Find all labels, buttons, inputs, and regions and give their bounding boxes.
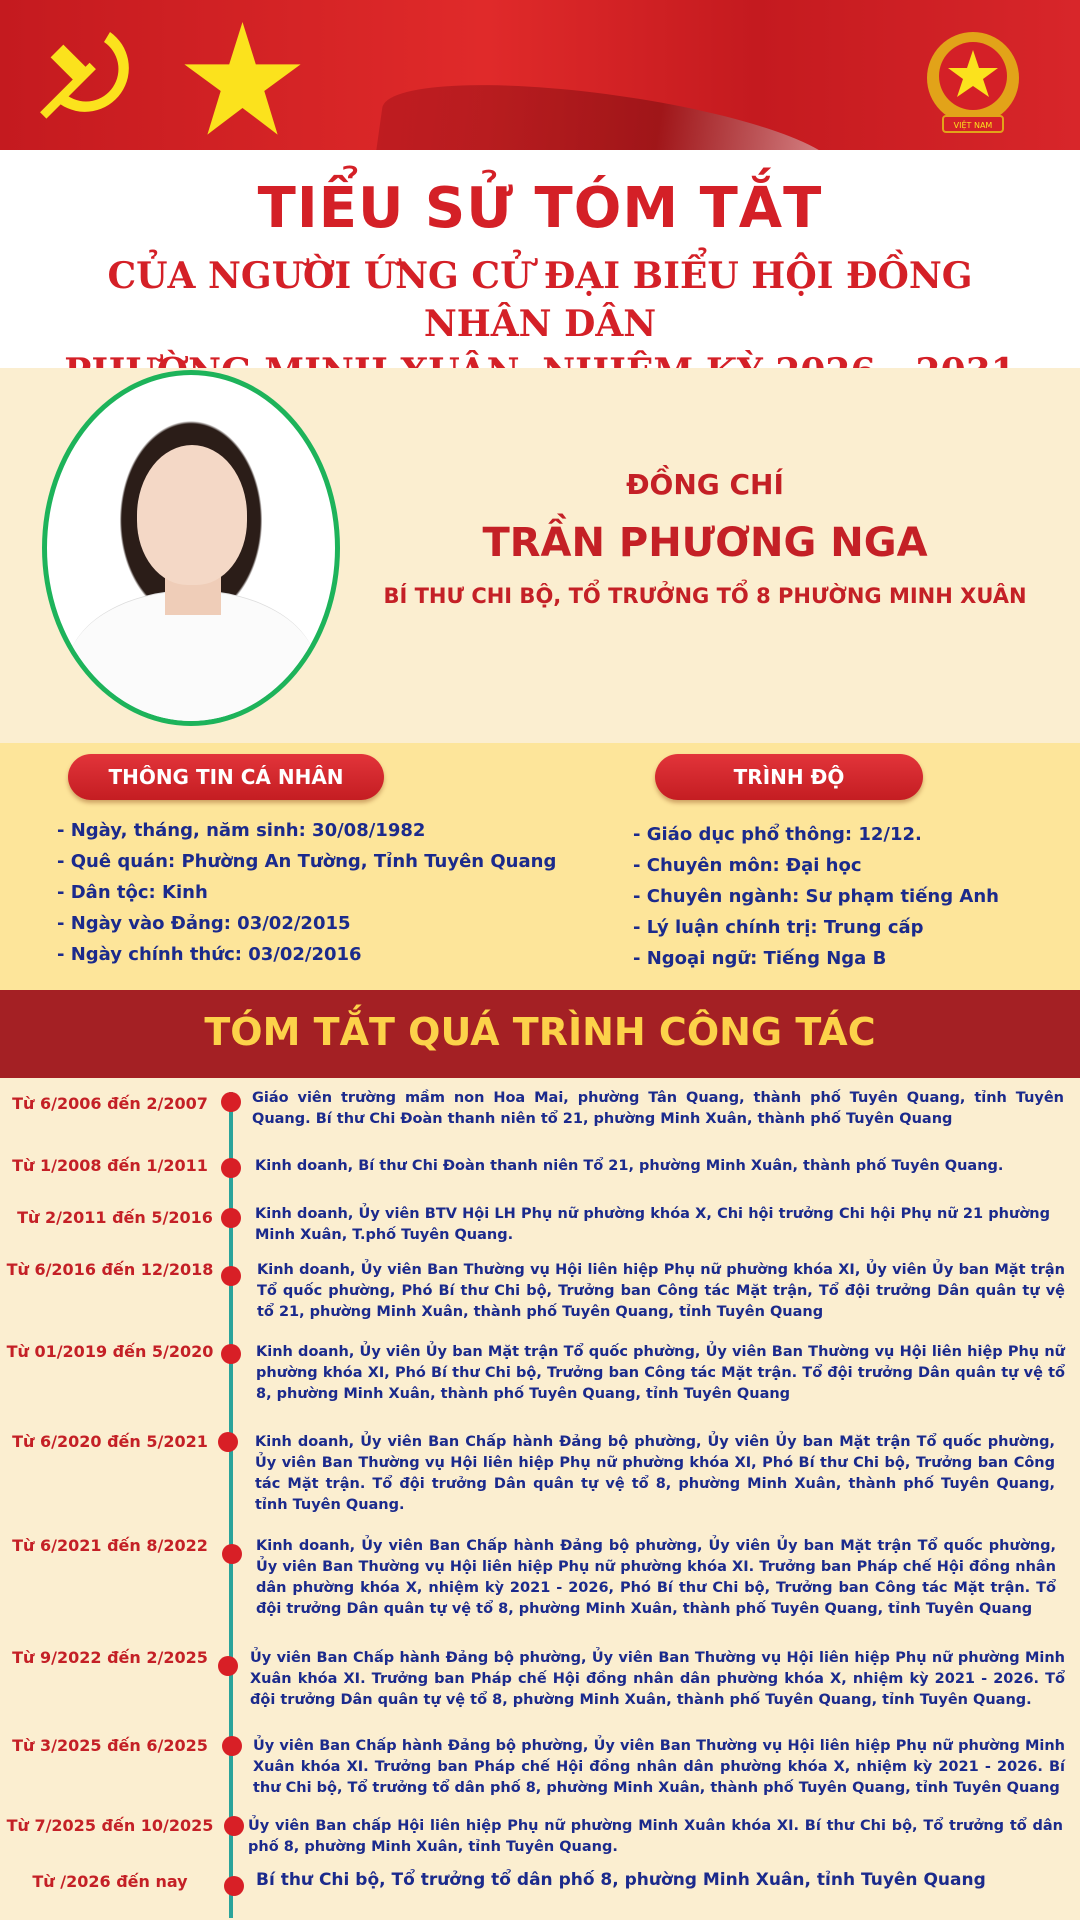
entry-date: Từ 1/2008 đến 1/2011	[12, 1156, 208, 1175]
entry-date: Từ 01/2019 đến 5/2020	[6, 1342, 214, 1361]
emblem-ribbon-text: VIỆT NAM	[953, 121, 993, 130]
entry-date: Từ /2026 đến nay	[32, 1872, 188, 1891]
entry-text: Ủy viên Ban Chấp hành Đảng bộ phường, Ủy viên Ban Thường vụ Hội liên hiệp Phụ nữ phường Minh Xuân khóa XI. Trưởng ban Pháp chế Hội đồng nhân dân phường khóa X, nhiệm kỳ 2021 - 2026. Tổ đội trưởng Dân quân tự vệ tổ 8, phường Minh Xuân, thành phố Tuyên Quang, tỉnh Tuyên Quang.	[250, 1650, 1065, 1708]
timeline-dot	[224, 1876, 244, 1896]
timeline-dot	[221, 1266, 241, 1286]
entry-date: Từ 6/2020 đến 5/2021	[12, 1432, 208, 1451]
entry-text: Kinh doanh, Ủy viên Ban Thường vụ Hội liên hiệp Phụ nữ phường khóa XI, Ủy viên Ủy ban Mặt trận Tổ quốc phường, Phó Bí thư Chi bộ, Trưởng ban Công tác Mặt trận, Tổ đội trưởng Dân quân tự vệ tổ 21, phường Minh Xuân, thành phố Tuyên Quang, tỉnh Tuyên Quang	[257, 1262, 1065, 1320]
entry-text: Ủy viên Ban Chấp hành Đảng bộ phường, Ủy viên Ban Thường vụ Hội liên hiệp Phụ nữ phường Minh Xuân khóa XI. Trưởng ban Pháp chế Hội đồng nhân dân phường khóa X, nhiệm kỳ 2021 - 2026. Bí thư Chi bộ, Tổ trưởng tổ dân phố 8, phường Minh Xuân, thành phố Tuyên Quang, tỉnh Tuyên Quang	[253, 1738, 1065, 1796]
personal-item: - Quê quán: Phường An Tường, Tỉnh Tuyên Quang	[57, 851, 557, 872]
education-item: - Chuyên ngành: Sư phạm tiếng Anh	[633, 886, 999, 907]
entry-text: Giáo viên trường mầm non Hoa Mai, phường Tân Quang, thành phố Tuyên Quang, tỉnh Tuyên Quang. Bí thư Chi Đoàn thanh niên tổ 21, phường Minh Xuân, thành phố Tuyên Quang	[252, 1090, 1064, 1127]
timeline-dot	[221, 1208, 241, 1228]
hammer-sickle-icon	[40, 24, 155, 124]
entry-date: Từ 6/2006 đến 2/2007	[12, 1094, 208, 1113]
photo-face	[137, 445, 247, 585]
personal-heading: THÔNG TIN CÁ NHÂN	[68, 754, 384, 800]
candidate-photo	[42, 370, 340, 726]
entry-date: Từ 2/2011 đến 5/2016	[17, 1208, 213, 1227]
personal-item: - Ngày vào Đảng: 03/02/2015	[57, 913, 351, 934]
entry-text: Kinh doanh, Bí thư Chi Đoàn thanh niên Tổ 21, phường Minh Xuân, thành phố Tuyên Quang.	[255, 1158, 1004, 1174]
entry-date: Từ 6/2016 đến 12/2018	[6, 1260, 214, 1279]
timeline-dot	[221, 1344, 241, 1364]
flag-wave	[376, 63, 844, 150]
personal-item: - Ngày chính thức: 03/02/2016	[57, 944, 362, 965]
header-banner	[0, 0, 1080, 150]
entry-date: Từ 6/2021 đến 8/2022	[12, 1536, 208, 1555]
entry-date: Từ 7/2025 đến 10/2025	[6, 1816, 214, 1835]
timeline-dot	[221, 1158, 241, 1178]
entry-text: Kinh doanh, Ủy viên Ban Chấp hành Đảng bộ phường, Ủy viên Ủy ban Mặt trận Tổ quốc phường, Ủy viên Ban Thường vụ Hội liên hiệp Phụ nữ phường khóa XI. Trưởng ban Pháp chế Hội đồng nhân dân phường khóa X, nhiệm kỳ 2021 - 2026, Phó Bí thư Chi bộ, Trưởng ban Công tác Mặt trận. Tổ đội trưởng Dân quân tự vệ tổ 8, phường Minh Xuân, thành phố Tuyên Quang, tỉnh Tuyên Quang	[256, 1538, 1056, 1617]
entry-date: Từ 9/2022 đến 2/2025	[12, 1648, 208, 1667]
entry-date: Từ 3/2025 đến 6/2025	[12, 1736, 208, 1755]
national-emblem-icon	[918, 26, 1028, 138]
work-heading-bar	[0, 990, 1080, 1078]
education-list	[633, 819, 999, 974]
education-item: - Ngoại ngữ: Tiếng Nga B	[633, 948, 887, 969]
candidate-name: TRẦN PHƯƠNG NGA	[482, 520, 928, 566]
entry-text: Kinh doanh, Ủy viên Ban Chấp hành Đảng bộ phường, Ủy viên Ủy ban Mặt trận Tổ quốc phường, Ủy viên Ban Thường vụ Hội liên hiệp Phụ nữ phường khóa XI, Phó Bí thư Chi bộ, Trưởng ban Công tác Mặt trận. Tổ đội trưởng Dân quân tự vệ tổ 8, phường Minh Xuân, thành phố Tuyên Quang, tỉnh Tuyên Quang.	[255, 1434, 1055, 1513]
timeline-dot	[218, 1432, 238, 1452]
education-item: - Chuyên môn: Đại học	[633, 855, 862, 876]
timeline-dot	[218, 1656, 238, 1676]
education-item: - Giáo dục phổ thông: 12/12.	[633, 824, 922, 845]
entry-text: Kinh doanh, Ủy viên Ủy ban Mặt trận Tổ quốc phường, Ủy viên Ban Thường vụ Hội liên hiệp Phụ nữ phường khóa XI, Phó Bí thư Chi bộ, Trưởng ban Công tác Mặt trận. Tổ đội trưởng Dân quân tự vệ tổ 8, phường Minh Xuân, thành phố Tuyên Quang, tỉnh Tuyên Quang	[256, 1344, 1065, 1402]
candidate-position: BÍ THƯ CHI BỘ, TỔ TRƯỞNG TỔ 8 PHƯỜNG MINH XUÂN	[383, 584, 1027, 608]
entry-text: Bí thư Chi bộ, Tổ trưởng tổ dân phố 8, phường Minh Xuân, tỉnh Tuyên Quang	[256, 1870, 986, 1890]
timeline-dot	[221, 1092, 241, 1112]
personal-item: - Ngày, tháng, năm sinh: 30/08/1982	[57, 820, 426, 841]
subtitle-line-1: CỦA NGƯỜI ỨNG CỬ ĐẠI BIỂU HỘI ĐỒNG NHÂN DÂN	[107, 255, 973, 345]
timeline-dot	[224, 1816, 244, 1836]
page-title: TIỂU SỬ TÓM TẮT	[257, 176, 823, 241]
education-item: - Lý luận chính trị: Trung cấp	[633, 917, 924, 938]
entry-text: Kinh doanh, Ủy viên BTV Hội LH Phụ nữ phường khóa X, Chi hội trưởng Chi hội Phụ nữ 21 phường Minh Xuân, T.phố Tuyên Quang.	[255, 1206, 1050, 1243]
personal-list	[57, 815, 556, 970]
entry-text: Ủy viên Ban chấp Hội liên hiệp Phụ nữ phường Minh Xuân khóa XI. Bí thư Chi bộ, Tổ trưởng tổ dân phố 8, phường Minh Xuân, tỉnh Tuyên Quang.	[248, 1818, 1063, 1855]
star-icon	[180, 22, 305, 137]
personal-item: - Dân tộc: Kinh	[57, 882, 208, 903]
salutation: ĐỒNG CHÍ	[626, 468, 784, 501]
education-heading: TRÌNH ĐỘ	[655, 754, 923, 800]
timeline-dot	[222, 1736, 242, 1756]
work-heading: TÓM TẮT QUÁ TRÌNH CÔNG TÁC	[204, 1010, 876, 1054]
timeline-dot	[222, 1544, 242, 1564]
